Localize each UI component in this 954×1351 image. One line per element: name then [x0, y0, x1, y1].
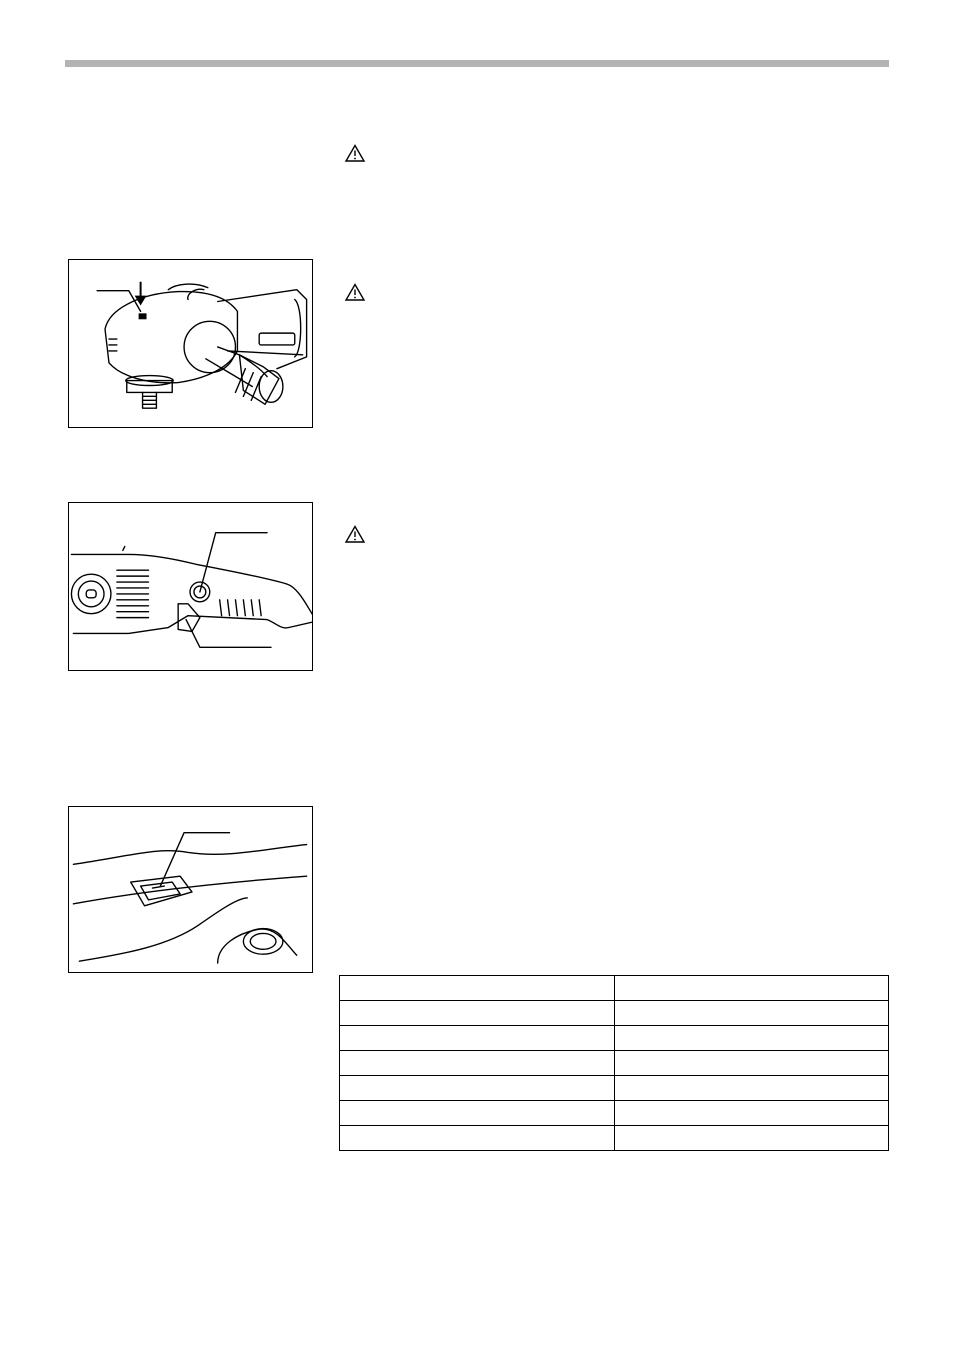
table-row: [340, 1076, 889, 1101]
specification-table: [339, 975, 889, 1151]
handle-illustration: [69, 503, 312, 670]
table-cell: [340, 1076, 615, 1101]
table-cell: [340, 1026, 615, 1051]
warning-triangle-icon: [345, 144, 365, 162]
table-row: [340, 1026, 889, 1051]
figure-switch-action: [68, 502, 313, 671]
table-cell: [614, 1076, 889, 1101]
table-cell: [340, 1051, 615, 1076]
header-rule: [65, 60, 889, 67]
table-row: [340, 1101, 889, 1126]
table-cell: [340, 1101, 615, 1126]
warning-triangle-icon: [345, 525, 365, 543]
table-cell: [614, 1001, 889, 1026]
table-row: [340, 1051, 889, 1076]
table-cell: [614, 1026, 889, 1051]
table-row: [340, 1001, 889, 1026]
figure-speed-dial: [68, 806, 313, 973]
switch-illustration: [69, 807, 312, 972]
table-row: [340, 976, 889, 1001]
table-cell: [340, 976, 615, 1001]
warning-triangle-icon: [345, 283, 365, 301]
table-cell: [614, 976, 889, 1001]
table-cell: [614, 1126, 889, 1151]
table-cell: [340, 1001, 615, 1026]
table-row: [340, 1126, 889, 1151]
table-cell: [614, 1051, 889, 1076]
figure-shaft-lock: [68, 259, 313, 428]
table-cell: [614, 1101, 889, 1126]
grinder-illustration: [69, 260, 312, 427]
table-cell: [340, 1126, 615, 1151]
